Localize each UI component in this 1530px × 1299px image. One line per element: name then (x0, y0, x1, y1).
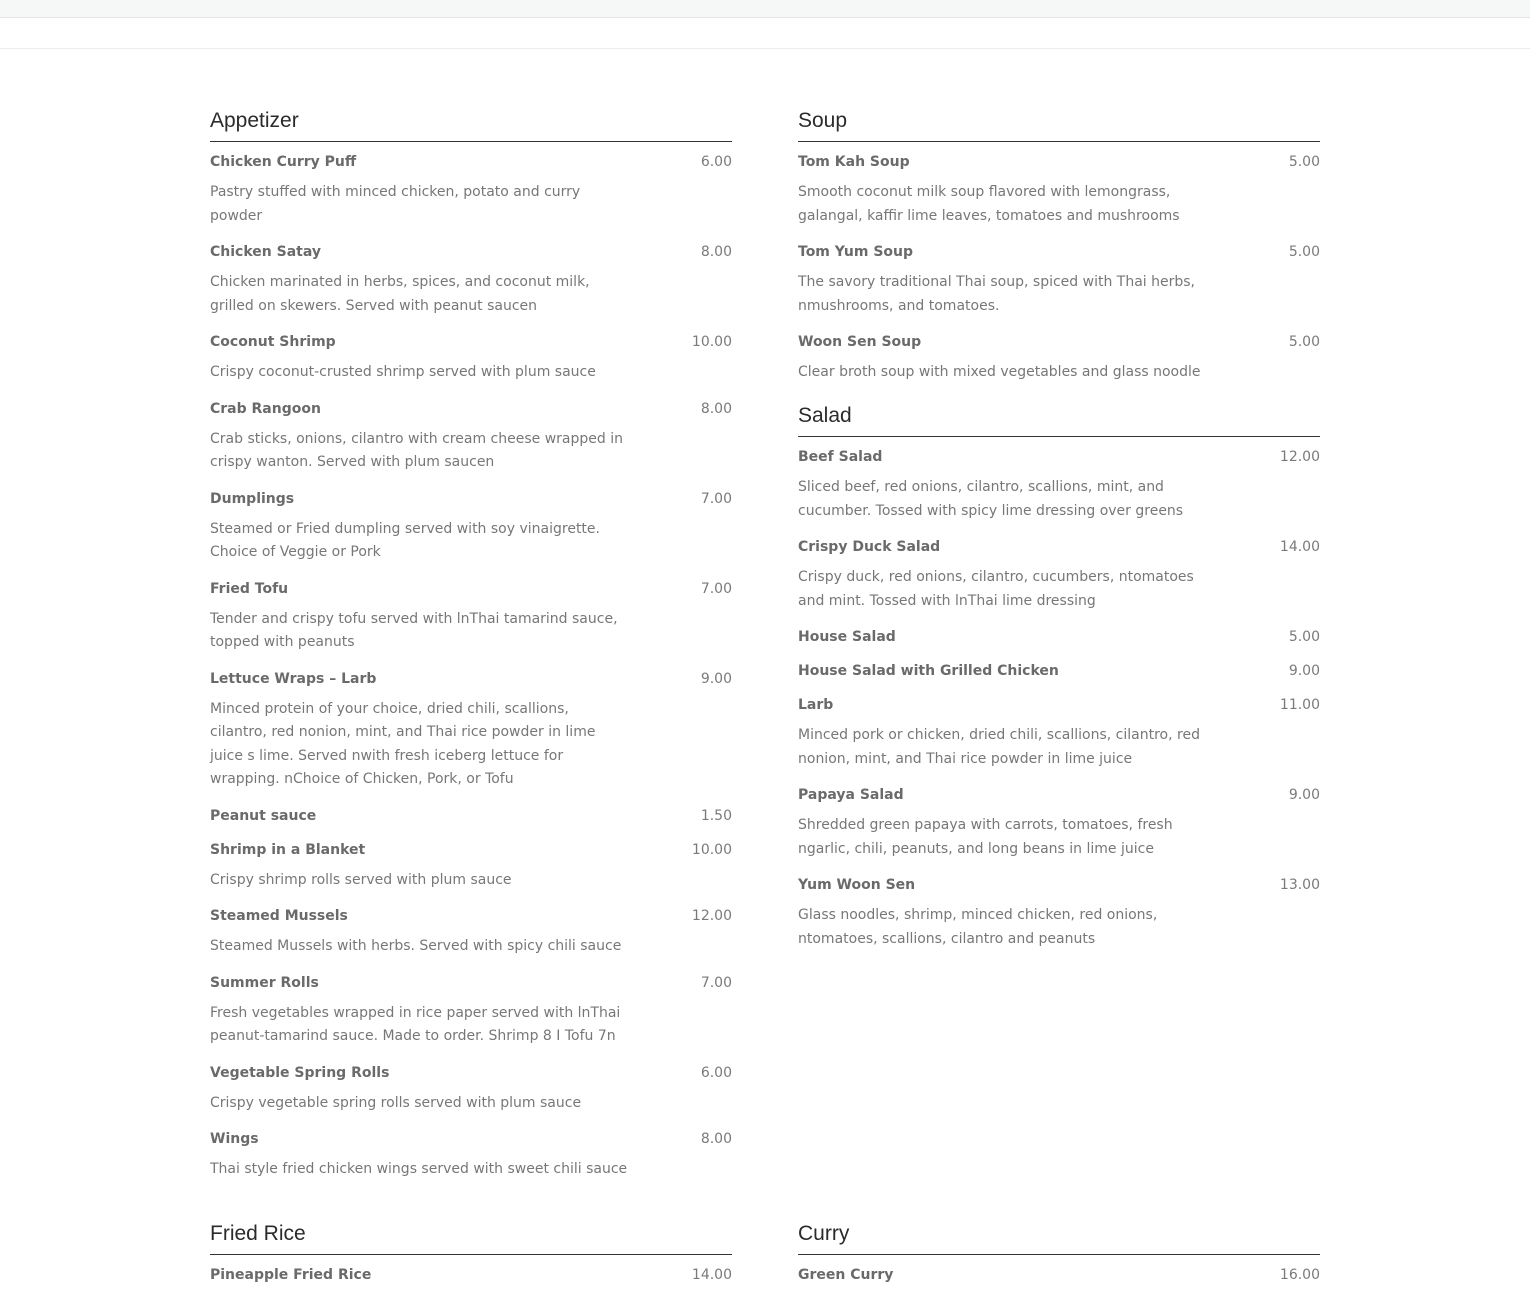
menu-item-header (210, 669, 732, 689)
menu-item-header (210, 242, 732, 262)
menu-item (798, 695, 1320, 771)
menu-item-name: House Salad with Grilled Chicken (798, 663, 1059, 679)
menu-item (798, 661, 1320, 681)
menu-item-name: Lettuce Wraps – Larb (210, 670, 377, 687)
menu-item-name: Yum Woon Sen (798, 877, 916, 893)
menu-item-name: Beef Salad (798, 449, 883, 465)
menu-item-description: Smooth coconut milk soup flavored with lemongrass, galangal, kaffir lime leaves, tomatoes and mushrooms (798, 184, 1180, 224)
menu-item-description: Crispy duck, red onions, cilantro, cucumbers, ntomatoes and mint. Tossed with lnThai lime dressing (798, 569, 1194, 609)
menu-item-name: Summer Rolls (210, 974, 319, 991)
menu-item-header (210, 906, 732, 926)
menu-item (210, 399, 732, 475)
menu-section-appetizer (210, 105, 732, 1196)
menu-item (798, 242, 1320, 318)
menu-item-description: Pastry stuffed with minced chicken, potato and curry powder (210, 184, 581, 224)
menu-item-price: 1.50 (700, 807, 732, 824)
menu-item (798, 152, 1320, 228)
menu-item-name: Pineapple Fried Rice (210, 1267, 372, 1283)
section-title: Appetizer (210, 105, 732, 142)
menu-item-name: Chicken Curry Puff (210, 154, 357, 170)
menu-items (798, 152, 1320, 385)
menu-item-price: 5.00 (1288, 244, 1320, 260)
menu-item-name: Shrimp in a Blanket (210, 841, 366, 858)
menu-item-price: 7.00 (700, 974, 732, 991)
menu-item-header (798, 447, 1320, 467)
menu-item-price: 12.00 (1279, 449, 1320, 465)
menu-item-name: Green Curry (798, 1267, 894, 1283)
menu-item-price: 8.00 (700, 1131, 732, 1147)
menu-item-price: 5.00 (1288, 154, 1320, 170)
menu-item (210, 1129, 732, 1182)
menu-item-header (798, 661, 1320, 681)
menu-item-description: Fresh vegetables wrapped in rice paper served with lnThai peanut-tamarind sauce. Made to order. Shrimp 8 I Tofu 7n (210, 1004, 621, 1044)
menu-section-soup (798, 105, 1320, 399)
menu-item-name: Chicken Satay (210, 244, 321, 260)
menu-item-name: House Salad (798, 629, 896, 645)
menu-item-price: 10.00 (691, 841, 732, 858)
menu-item-header (798, 1265, 1320, 1285)
menu-item-name: Dumplings (210, 490, 295, 507)
menu-item-price: 6.00 (700, 1064, 732, 1081)
menu-item-header (210, 152, 732, 172)
menu-item-price: 9.00 (1288, 663, 1320, 679)
menu-item-price: 10.00 (691, 334, 732, 350)
menu-item-price: 9.00 (1288, 787, 1320, 803)
menu-item-price: 5.00 (1288, 629, 1320, 645)
menu-item-header (210, 1063, 732, 1083)
menu-item-description: Chicken marinated in herbs, spices, and coconut milk, grilled on skewers. Served with peanut saucen (210, 274, 590, 314)
menu-item-name: Crab Rangoon (210, 400, 321, 417)
menu-item (210, 840, 732, 893)
menu-item (798, 785, 1320, 861)
menu-items (210, 1265, 732, 1285)
menu-item (210, 669, 732, 792)
menu-item-price: 6.00 (700, 154, 732, 170)
menu-item (798, 627, 1320, 647)
section-title: Curry (798, 1218, 1320, 1255)
menu-item-header (798, 785, 1320, 805)
menu-item-header (798, 537, 1320, 557)
menu-item-price: 8.00 (700, 400, 732, 417)
menu-item-name: Larb (798, 697, 834, 713)
menu-item (210, 242, 732, 318)
menu-item-description: Crispy shrimp rolls served with plum sauce (210, 871, 512, 888)
menu-item (210, 1063, 732, 1116)
menu-item-name: Fried Tofu (210, 580, 289, 597)
menu-item-name: Woon Sen Soup (798, 334, 922, 350)
menu-item-header (210, 1265, 732, 1285)
menu-item-description: Clear broth soup with mixed vegetables and glass noodle (798, 364, 1201, 380)
menu-item (210, 579, 732, 655)
menu-item-description: Steamed Mussels with herbs. Served with spicy chili sauce (210, 938, 622, 954)
menu-items (798, 1265, 1320, 1285)
menu-item (798, 537, 1320, 613)
menu-item-description: Tender and crispy tofu served with lnThai tamarind sauce, topped with peanuts (210, 610, 618, 650)
menu-item (798, 1265, 1320, 1285)
menu-item-price: 14.00 (691, 1267, 732, 1283)
menu-item-description: Thai style fried chicken wings served with sweet chili sauce (210, 1161, 628, 1177)
menu-item-name: Peanut sauce (210, 807, 317, 824)
menu-item-description: Minced pork or chicken, dried chili, scallions, cilantro, red nonion, mint, and Thai rice powder in lime juice (798, 727, 1200, 767)
menu-item-price: 12.00 (691, 908, 732, 924)
menu-item-header (210, 806, 732, 826)
menu-item-description: Crab sticks, onions, cilantro with cream cheese wrapped in crispy wanton. Served with plum saucen (210, 430, 623, 470)
top-bar (0, 0, 1530, 18)
menu-item-description: Minced protein of your choice, dried chili, scallions, cilantro, red nonion, mint, and Thai rice powder in lime juice s lime. Served nwith fresh iceberg lettuce for wrapping. nChoice of Chicken, Pork, or Tofu (210, 700, 596, 787)
menu-item-price: 7.00 (700, 490, 732, 507)
menu-item-description: Crispy coconut-crusted shrimp served with plum sauce (210, 364, 596, 380)
menu-item-price: 14.00 (1279, 539, 1320, 555)
menu-item-header (798, 875, 1320, 895)
menu-item-header (798, 627, 1320, 647)
section-title: Soup (798, 105, 1320, 142)
menu-item-price: 5.00 (1288, 334, 1320, 350)
menu-item-description: Crispy vegetable spring rolls served with plum sauce (210, 1094, 582, 1111)
menu-item-header (210, 489, 732, 509)
menu-item-description: The savory traditional Thai soup, spiced with Thai herbs, nmushrooms, and tomatoes. (798, 274, 1195, 314)
menu-item-header (798, 152, 1320, 172)
menu-item-price: 9.00 (700, 670, 732, 687)
menu-item (210, 906, 732, 959)
menu-item-description: Glass noodles, shrimp, minced chicken, red onions, ntomatoes, scallions, cilantro and peanuts (798, 907, 1158, 947)
menu-item-name: Coconut Shrimp (210, 334, 336, 350)
menu-item-header (798, 332, 1320, 352)
menu-item-price: 7.00 (700, 580, 732, 597)
menu-item-header (210, 399, 732, 419)
menu-item-header (210, 973, 732, 993)
menu-item-description: Sliced beef, red onions, cilantro, scallions, mint, and cucumber. Tossed with spicy lime dressing over greens (798, 479, 1184, 519)
menu-item-name: Papaya Salad (798, 787, 904, 803)
menu-item-price: 13.00 (1279, 877, 1320, 893)
menu-item-description: Steamed or Fried dumpling served with soy vinaigrette. Choice of Veggie or Pork (210, 520, 600, 560)
menu-item-name: Wings (210, 1131, 259, 1147)
menu-item (798, 875, 1320, 951)
menu-item-name: Tom Yum Soup (798, 244, 914, 260)
menu-item-description: Shredded green papaya with carrots, tomatoes, fresh ngarlic, chili, peanuts, and long beans in lime juice (798, 817, 1173, 857)
section-title: Salad (798, 400, 1320, 437)
menu-items (798, 447, 1320, 951)
menu-item (210, 152, 732, 228)
menu-item (798, 447, 1320, 523)
section-title: Fried Rice (210, 1218, 732, 1255)
menu-item-header (210, 1129, 732, 1149)
menu-item-name: Crispy Duck Salad (798, 539, 941, 555)
menu-item-name: Steamed Mussels (210, 908, 348, 924)
menu-item-price: 11.00 (1279, 697, 1320, 713)
menu-item (210, 332, 732, 385)
menu-item-header (798, 242, 1320, 262)
menu-item-name: Vegetable Spring Rolls (210, 1064, 390, 1081)
menu-item-price: 8.00 (700, 244, 732, 260)
menu-item (210, 1265, 732, 1285)
menu-item-name: Tom Kah Soup (798, 154, 910, 170)
menu-item (210, 806, 732, 826)
menu-item-header (210, 840, 732, 860)
header-divider (0, 48, 1530, 49)
menu-item-header (798, 695, 1320, 715)
menu-item-price: 16.00 (1279, 1267, 1320, 1283)
menu-section-salad (798, 400, 1320, 965)
menu-item-header (210, 332, 732, 352)
menu-items (210, 152, 732, 1182)
menu-item (210, 489, 732, 565)
menu-item (798, 332, 1320, 385)
menu-item-header (210, 579, 732, 599)
menu-item (210, 973, 732, 1049)
